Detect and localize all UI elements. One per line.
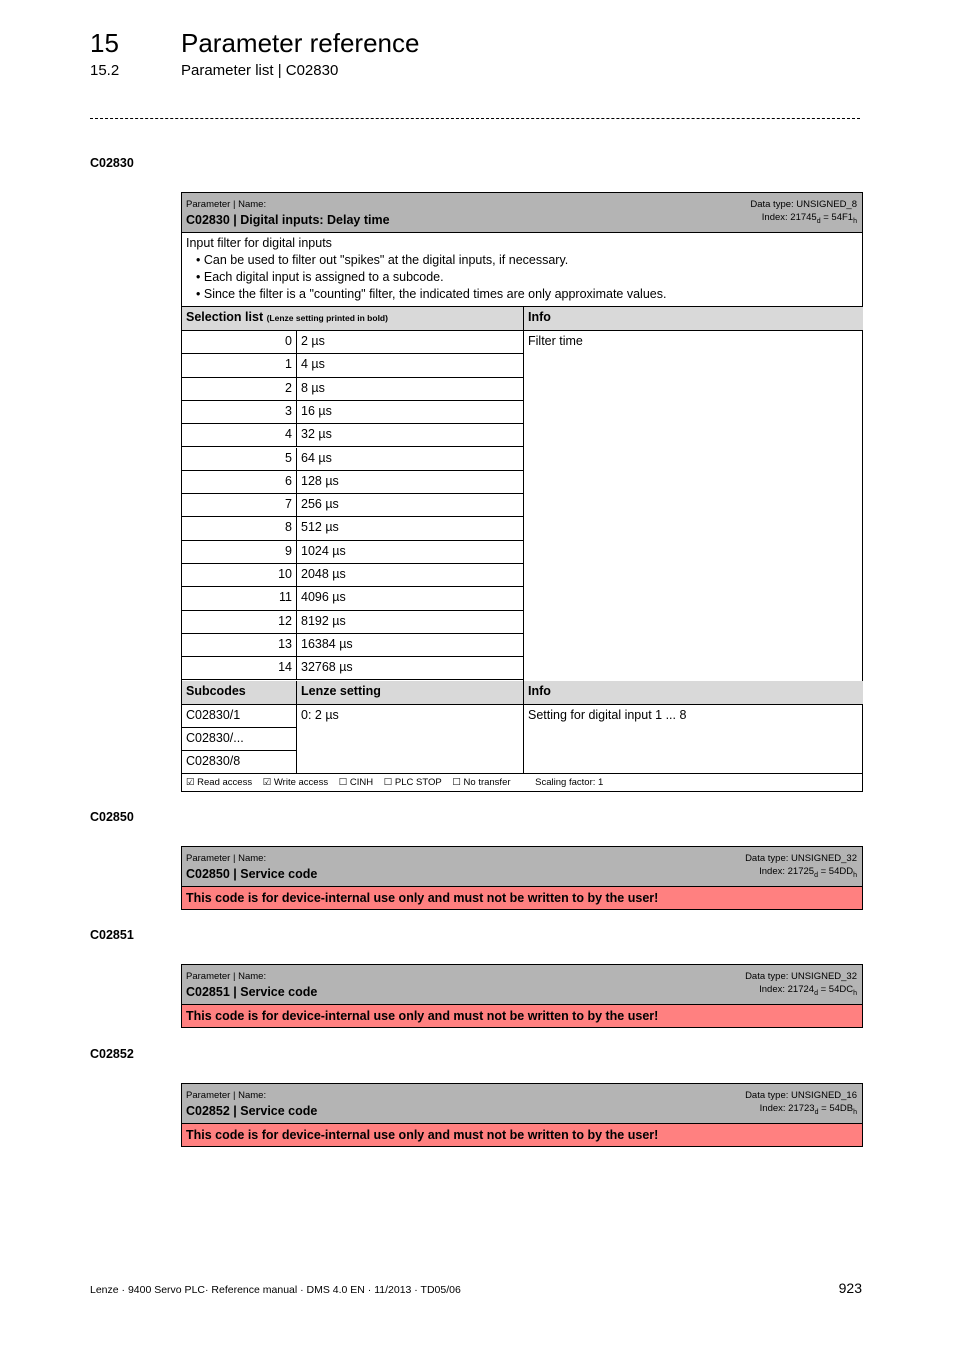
selection-list-header: Selection list (Lenze setting printed in bold): [182, 307, 523, 331]
param-name-label: Parameter | Name:: [186, 199, 267, 210]
param-name-label: Parameter | Name:: [186, 971, 267, 982]
param-name: C02851 | Service code: [186, 985, 318, 999]
selection-value: 4096 µs: [296, 587, 523, 610]
scaling-factor: Scaling factor: 1: [535, 776, 604, 788]
param-name: C02852 | Service code: [186, 1104, 318, 1118]
param-index: Index: $21724_d = 54DC_h$: [759, 984, 857, 997]
selection-value: 128 µs: [296, 471, 523, 494]
param-table-c02830: [181, 192, 863, 792]
subcodes-header: Subcodes: [182, 681, 296, 705]
selection-value: 64 µs: [296, 448, 523, 471]
header-divider: [90, 118, 860, 119]
selection-value: 16 µs: [296, 401, 523, 424]
write-access: ☑ Write access: [262, 776, 329, 788]
selection-number: 13: [182, 634, 296, 657]
selection-number: 3: [182, 401, 296, 424]
access-footer: [182, 774, 862, 791]
selection-value: 32768 µs: [296, 657, 523, 680]
lenze-setting-value: 0: 2 µs: [296, 705, 523, 774]
param-header: [182, 1084, 862, 1124]
section-title: Parameter list | C02830: [181, 62, 339, 79]
data-type: Data type: UNSIGNED_32: [745, 971, 857, 982]
data-type: Data type: UNSIGNED_32: [745, 853, 857, 864]
param-header: [182, 965, 862, 1005]
description-bullet: • Since the filter is a "counting" filter, the indicated times are only approximate values.: [196, 286, 858, 303]
selection-number: 9: [182, 541, 296, 564]
param-name: C02850 | Service code: [186, 867, 318, 881]
selection-number: 4: [182, 424, 296, 447]
page-number: 923: [838, 1280, 862, 1296]
section-label-c02851: C02851: [90, 928, 134, 942]
selection-value: 4 µs: [296, 354, 523, 377]
param-name-label: Parameter | Name:: [186, 853, 267, 864]
selection-number: 5: [182, 448, 296, 471]
data-type: Data type: UNSIGNED_16: [745, 1090, 857, 1101]
param-table-c02851: [181, 964, 863, 1028]
plc-stop: ☐ PLC STOP: [383, 776, 442, 788]
param-table-c02852: [181, 1083, 863, 1147]
subcode-grid: [182, 681, 862, 774]
section-number: 15.2: [90, 62, 120, 79]
param-header: [182, 193, 862, 233]
param-name: C02830 | Digital inputs: Delay time: [186, 213, 390, 227]
subcode-info-header: Info: [523, 681, 863, 705]
selection-value: 2 µs: [296, 331, 523, 354]
selection-number: 11: [182, 587, 296, 610]
warning-banner: This code is for device-internal use only and must not be written to by the user!: [182, 1124, 862, 1146]
selection-number: 1: [182, 354, 296, 377]
selection-value: 512 µs: [296, 517, 523, 540]
chapter-title: Parameter reference: [181, 28, 420, 58]
warning-banner: This code is for device-internal use only and must not be written to by the user!: [182, 887, 862, 909]
param-header: [182, 847, 862, 887]
selection-number: 8: [182, 517, 296, 540]
selection-number: 7: [182, 494, 296, 517]
cinh: ☐ CINH: [338, 776, 374, 788]
selection-number: 10: [182, 564, 296, 587]
subcode-cell: C02830/...: [182, 728, 296, 751]
selection-number: 2: [182, 378, 296, 401]
selection-value: 1024 µs: [296, 541, 523, 564]
selection-value: 32 µs: [296, 424, 523, 447]
warning-banner: This code is for device-internal use only and must not be written to by the user!: [182, 1005, 862, 1027]
param-name-label: Parameter | Name:: [186, 1090, 267, 1101]
selection-value: 8192 µs: [296, 611, 523, 634]
section-label-c02852: C02852: [90, 1047, 134, 1061]
selection-value: 16384 µs: [296, 634, 523, 657]
param-table-c02850: [181, 846, 863, 910]
param-description: [182, 233, 862, 307]
param-index: Index: $21745_d = 54F1_h$: [761, 212, 857, 225]
param-index: Index: $21723_d = 54DB_h$: [759, 1103, 857, 1116]
selection-number: 6: [182, 471, 296, 494]
selection-value: 8 µs: [296, 378, 523, 401]
info-header: Info: [523, 307, 863, 331]
section-label-c02850: C02850: [90, 810, 134, 824]
page-footer: Lenze · 9400 Servo PLC· Reference manual · DMS 4.0 EN · 11/2013 · TD05/06: [90, 1284, 461, 1296]
selection-value: 2048 µs: [296, 564, 523, 587]
subcode-cell: C02830/1: [182, 705, 296, 728]
description-title: Input filter for digital inputs: [186, 236, 332, 250]
selection-number: 12: [182, 611, 296, 634]
subcode-cell: C02830/8: [182, 751, 296, 774]
selection-number: 14: [182, 657, 296, 680]
subcode-info: Setting for digital input 1 ... 8: [523, 705, 863, 774]
selection-value: 256 µs: [296, 494, 523, 517]
chapter-number: 15: [90, 28, 119, 58]
section-label-c02830: C02830: [90, 156, 134, 170]
param-index: Index: $21725_d = 54DD_h$: [759, 866, 857, 879]
read-access: ☑ Read access: [186, 776, 253, 788]
description-bullet: • Can be used to filter out "spikes" at the digital inputs, if necessary.: [196, 252, 858, 269]
data-type: Data type: UNSIGNED_8: [750, 199, 857, 210]
description-bullet: • Each digital input is assigned to a subcode.: [196, 269, 858, 286]
selection-info: Filter time: [523, 331, 863, 681]
selection-grid: [182, 307, 862, 681]
no-transfer: ☐ No transfer: [452, 776, 511, 788]
selection-number: 0: [182, 331, 296, 354]
lenze-setting-header: Lenze setting: [296, 681, 523, 705]
